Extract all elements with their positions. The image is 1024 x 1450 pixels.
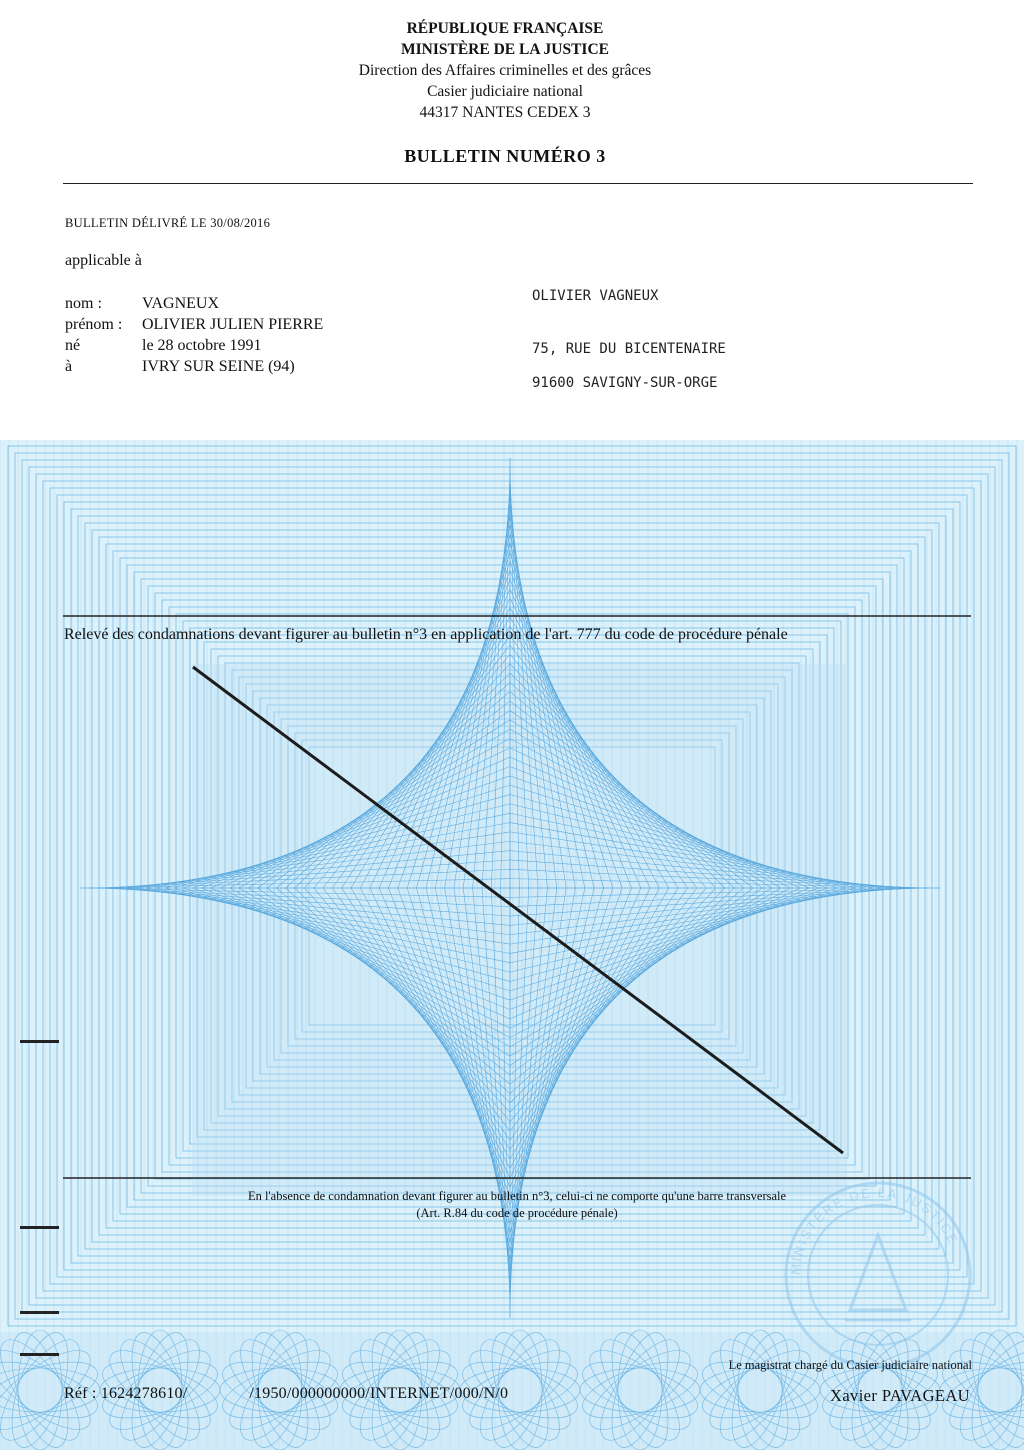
- fold-mark: [20, 1311, 59, 1314]
- signatory-name: Xavier PAVAGEAU: [830, 1386, 970, 1405]
- identity-block: [65, 293, 323, 377]
- header-divider: [63, 183, 973, 184]
- identity-row-prenom: [65, 314, 323, 335]
- identity-row-nom: [65, 293, 323, 314]
- republic-heading: RÉPUBLIQUE FRANÇAISE: [406, 20, 604, 37]
- applicable-label: applicable à: [65, 252, 142, 269]
- fold-mark: [20, 1226, 59, 1229]
- ne-label: né: [65, 337, 81, 354]
- nom-label: nom :: [65, 295, 102, 312]
- issue-date: BULLETIN DÉLIVRÉ LE 30/08/2016: [65, 216, 271, 230]
- prenom-label: prénom :: [65, 316, 123, 333]
- bulletin-title: BULLETIN NUMÉRO 3: [404, 146, 606, 166]
- seal-text: MINISTÈRE DE LA JUSTICE: [787, 1184, 962, 1276]
- letterhead: [0, 18, 1010, 123]
- reference-line: [64, 1385, 508, 1403]
- fold-mark: [20, 1353, 59, 1356]
- addressee-city: 91600 SAVIGNY-SUR-ORGE: [532, 375, 718, 391]
- no-conviction-note: [0, 1188, 1024, 1222]
- signatory-title: Le magistrat chargé du Casier judiciaire national: [728, 1358, 972, 1372]
- fold-mark: [20, 1040, 59, 1043]
- postal-address-line: 44317 NANTES CEDEX 3: [419, 104, 591, 121]
- identity-row-ne: [65, 335, 323, 356]
- direction-line: Direction des Affaires criminelles et des grâces: [358, 62, 652, 79]
- prenom-value: OLIVIER JULIEN PIERRE: [142, 316, 324, 333]
- reference-label: Réf : 1624278610/: [64, 1385, 188, 1402]
- identity-row-a: [65, 356, 323, 377]
- shaded-field: [192, 664, 846, 1196]
- a-label: à: [65, 358, 73, 375]
- note-line-2: (Art. R.84 du code de procédure pénale): [416, 1206, 618, 1220]
- a-value: IVRY SUR SEINE (94): [142, 358, 295, 375]
- addressee-street: 75, RUE DU BICENTENAIRE: [532, 341, 726, 357]
- reference-code: /1950/000000000/INTERNET/000/N/0: [249, 1385, 509, 1402]
- nom-value: VAGNEUX: [142, 295, 220, 312]
- ministry-heading: MINISTÈRE DE LA JUSTICE: [400, 41, 610, 58]
- security-pattern: [0, 440, 1024, 1450]
- ne-value: le 28 octobre 1991: [142, 337, 262, 354]
- service-line: Casier judiciaire national: [427, 83, 583, 100]
- statement-heading: Relevé des condamnations devant figurer au bulletin n°3 en application de l'art. 777 du code de procédure pénale: [64, 626, 788, 643]
- note-line-1: En l'absence de condamnation devant figurer au bulletin n°3, celui-ci ne comporte qu'une barre transversale: [247, 1189, 787, 1203]
- addressee-name: OLIVIER VAGNEUX: [532, 288, 659, 304]
